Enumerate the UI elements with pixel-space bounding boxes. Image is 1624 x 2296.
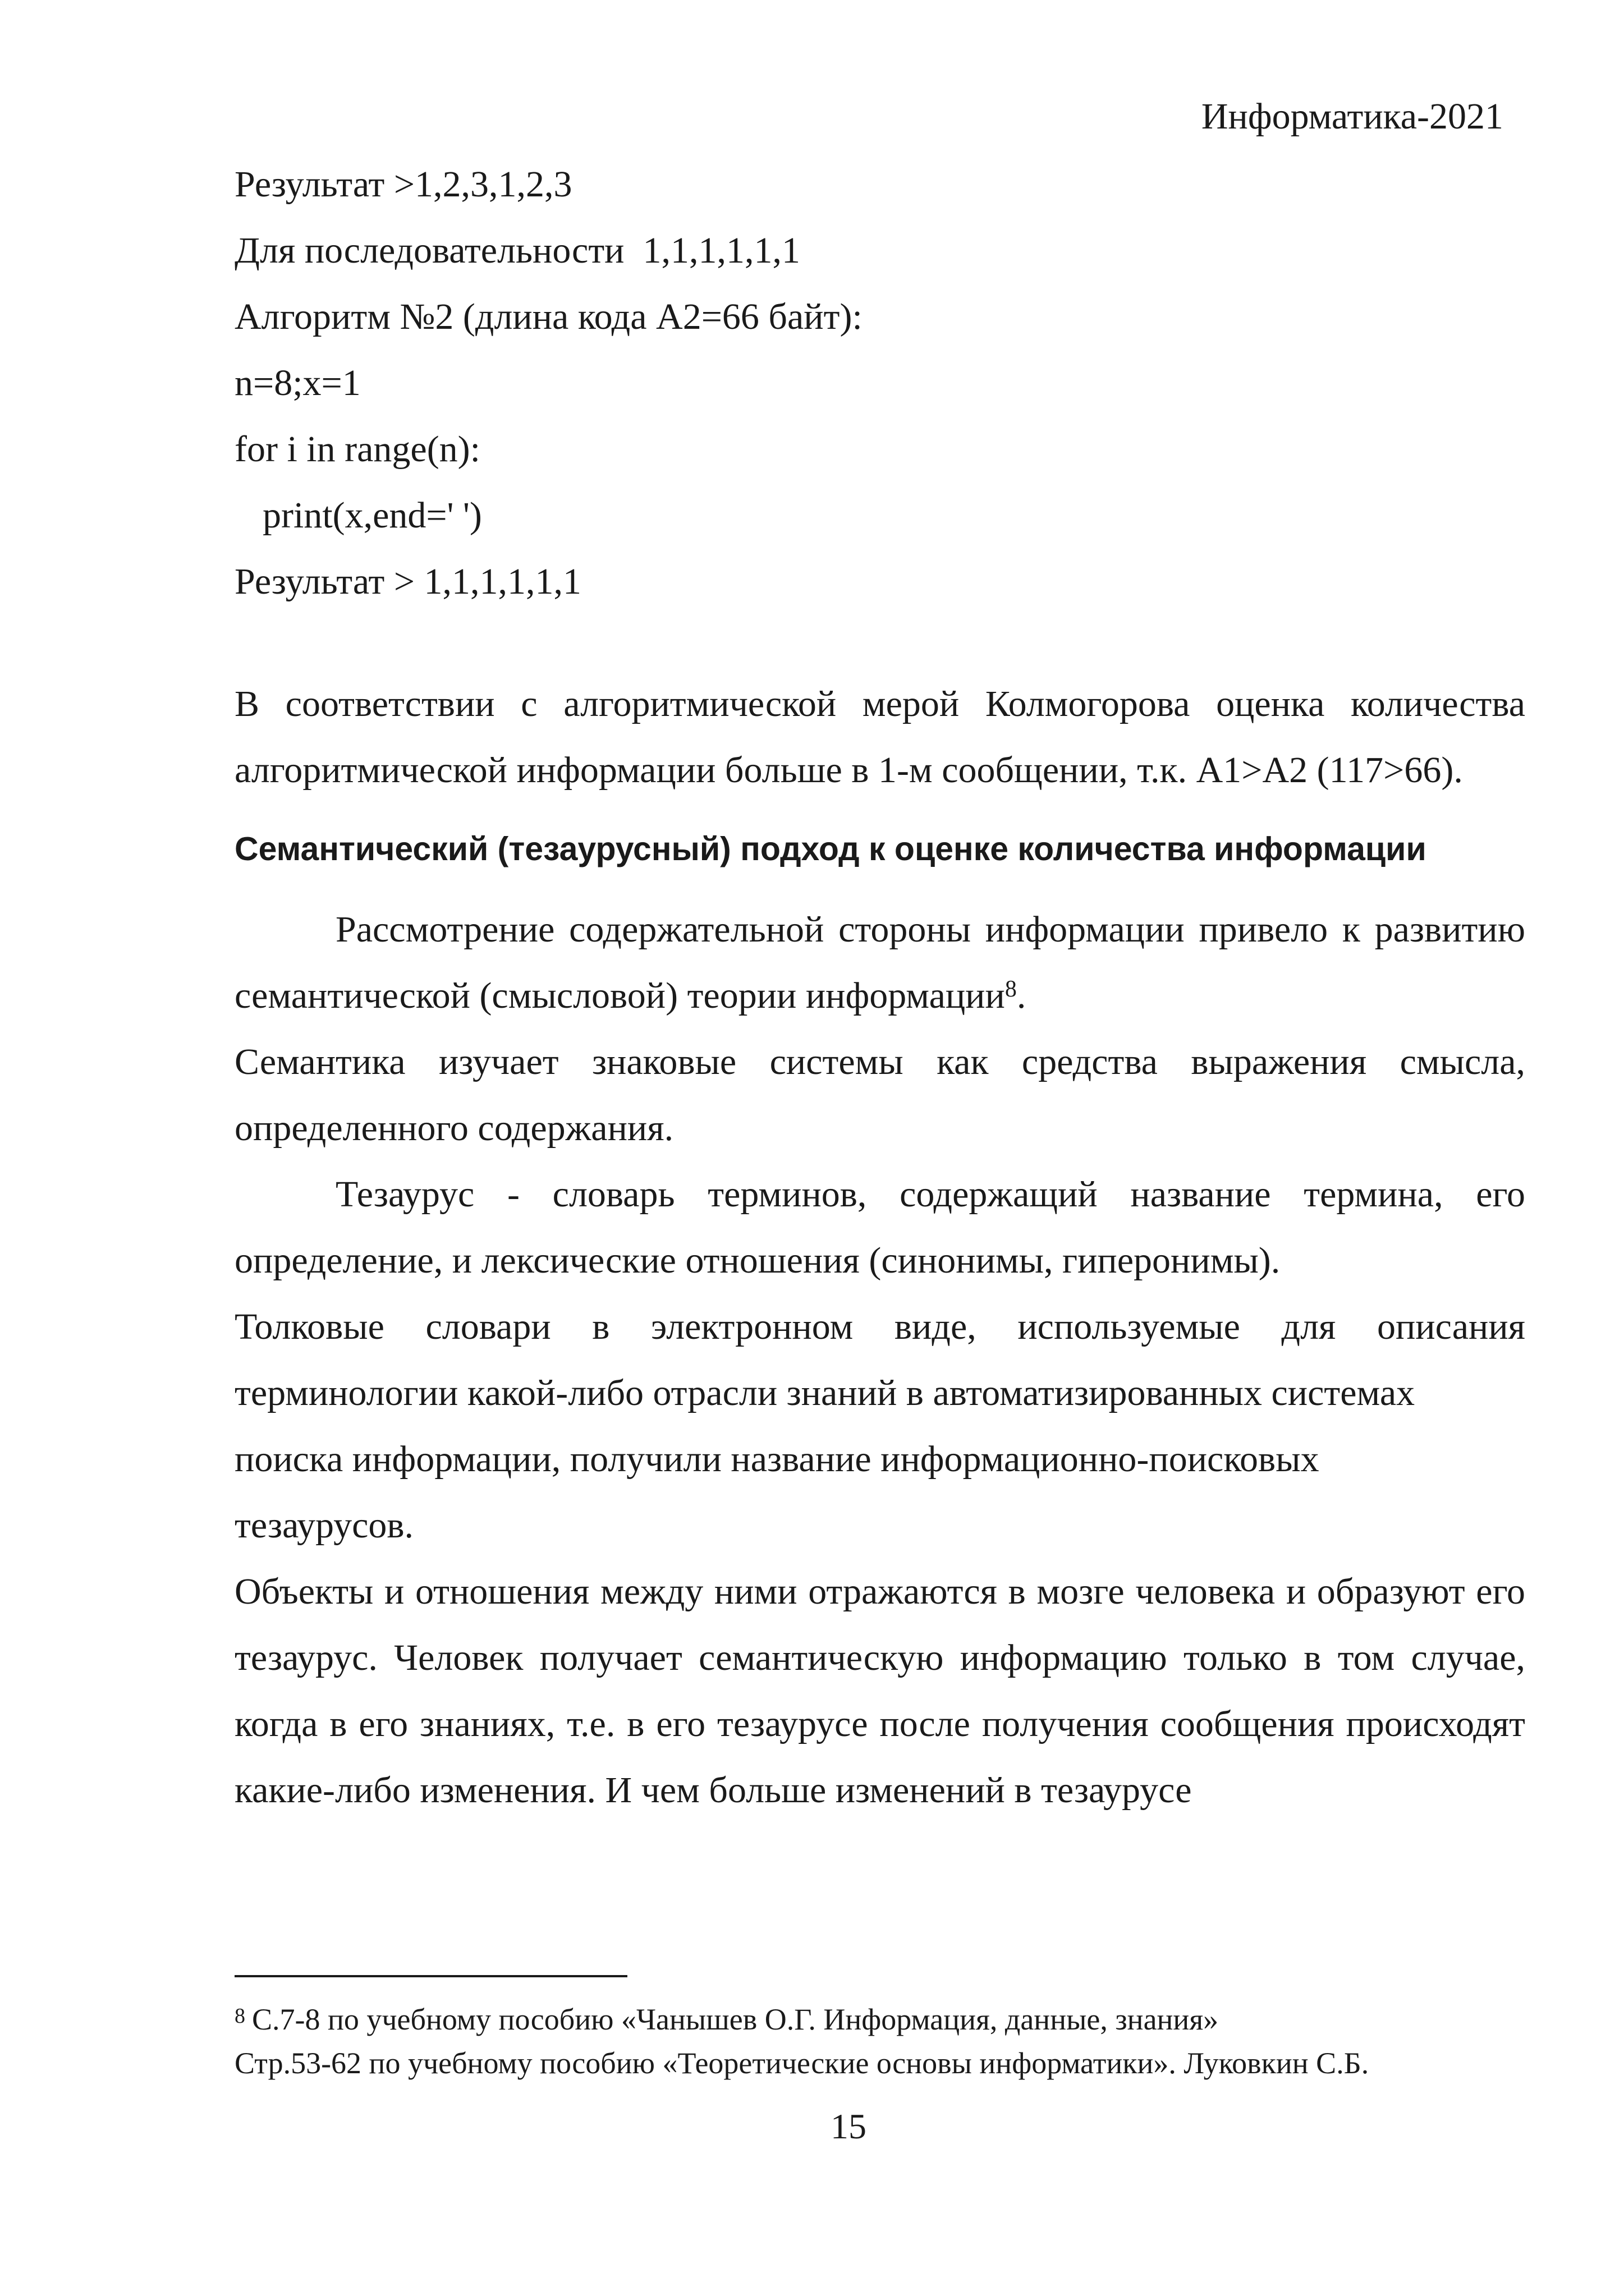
running-header: Информатика-2021	[1201, 96, 1503, 137]
code-line-result-1: Результат >1,2,3,1,2,3	[235, 164, 572, 205]
conclusion-paragraph: В соответствии с алгоритмической мерой Колмогорова оценка количества алгоритмической информации больше в 1-м сообщении, т.к. A1>A2 (117>66).	[235, 683, 1525, 791]
paragraph-text: Рассмотрение содержательной стороны информации привело к развитию семантической (смысловой) теории информации	[235, 909, 1525, 1016]
footnote-divider	[235, 1975, 627, 1977]
paragraph-thesaurus: Тезаурус - словарь терминов, содержащий название термина, его определение, и лексические отношения (синонимы, гиперонимы).	[235, 1174, 1525, 1281]
page-number: 15	[831, 2106, 866, 2146]
paragraph-objects: Объекты и отношения между ними отражаются в мозге человека и образуют его тезаурус. Человек получает семантическую информацию только в том случае, когда в его знаниях, т.е. в его тезаурусе после получения сообщения происходят какие-либо изменения. И чем больше изменений в тезаурусе	[235, 1571, 1525, 1811]
footnote-continuation: Стр.53-62 по учебному пособию «Теоретические основы информатики». Луковкин С.Б.	[235, 2046, 1369, 2080]
code-line-print: print(x,end=' ')	[263, 495, 482, 536]
code-line-algorithm-title: Алгоритм №2 (длина кода А2=66 байт):	[235, 296, 863, 337]
paragraph-dictionaries-line-3: тезаурусов.	[235, 1505, 414, 1546]
footnotes	[235, 1997, 1525, 2085]
paragraph-semantics: Семантика изучает знаковые системы как средства выражения смысла, определенного содержания.	[235, 1041, 1525, 1149]
page-content	[235, 151, 1525, 1824]
code-block	[235, 151, 1525, 615]
code-line-sequence: Для последовательности 1,1,1,1,1,1	[235, 230, 800, 271]
paragraph-semantic-theory	[235, 897, 1525, 1029]
spacer	[235, 615, 1525, 671]
paragraph-dictionaries	[235, 1294, 1525, 1559]
section-heading: Семантический (тезаурусный) подход к оценке количества информации	[235, 830, 1426, 867]
code-line-result-2: Результат > 1,1,1,1,1,1	[235, 561, 582, 602]
footnote-8	[235, 1997, 1525, 2041]
footnote-text: С.7-8 по учебному пособию «Чанышев О.Г. Информация, данные, знания»	[252, 2003, 1219, 2036]
paragraph-dictionaries-line-1: Толковые словари в электронном виде, используемые для описания терминологии какой-либо отрасли знаний в автоматизированных системах	[235, 1306, 1525, 1413]
paragraph-end: .	[1016, 975, 1026, 1016]
code-line-for: for i in range(n):	[235, 429, 480, 470]
footnote-marker: 8	[235, 2004, 245, 2028]
code-line-init: n=8;x=1	[235, 362, 361, 403]
footnote-reference[interactable]: 8	[1004, 976, 1017, 1002]
paragraph-dictionaries-line-2: поиска информации, получили название информационно-поисковых	[235, 1439, 1319, 1480]
